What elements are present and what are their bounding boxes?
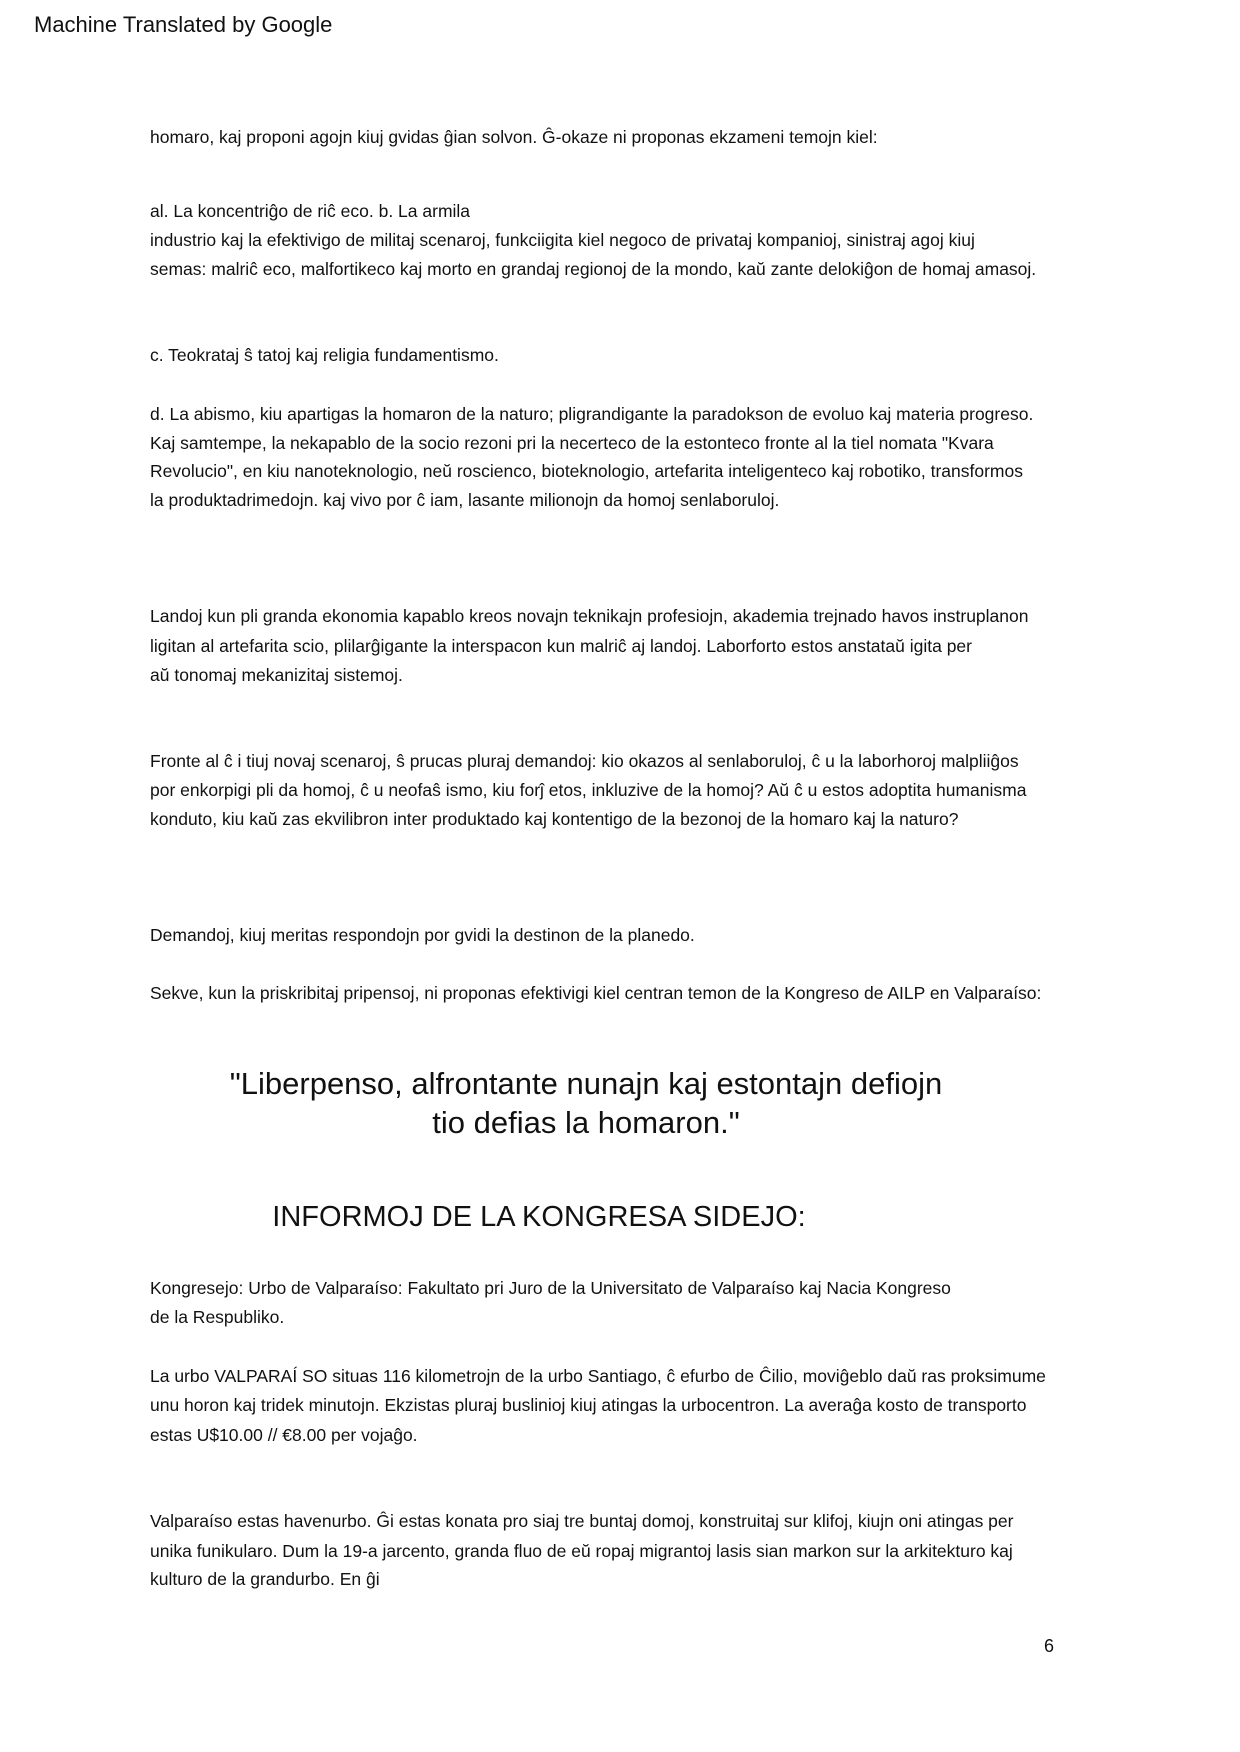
text-line: semas: malriĉ eco, malfortikeco kaj morto en grandaj regionoj de la mondo, kaŭ zante delokiĝon de homaj amasoj.: [150, 259, 1037, 279]
text-line: Sekve, kun la priskribitaj pripensoj, ni proponas efektivigi kiel centran temon de la Kongreso de AILP en Valparaíso:: [150, 983, 1042, 1003]
text-line: kulturo de la grandurbo. En ĝi: [150, 1569, 380, 1589]
machine-translation-header: Machine Translated by Google: [34, 12, 333, 37]
page-number: 6: [1044, 1636, 1055, 1656]
text-line: unu horon kaj tridek minutojn. Ekzistas pluraj buslinioj kiuj atingas la urbocentron. La averaĝa kosto de transporto: [150, 1395, 1027, 1415]
section-heading: INFORMOJ DE LA KONGRESA SIDEJO:: [272, 1201, 806, 1233]
text-line: Kaj samtempe, la nekapablo de la socio rezoni pri la necerteco de la estonteco fronte al la tiel nomata "Kvara: [150, 433, 994, 453]
text-line: Demandoj, kiuj meritas respondojn por gvidi la destinon de la planedo.: [150, 925, 695, 945]
text-line: Valparaíso estas havenurbo. Ĝi estas konata pro siaj tre buntaj domoj, konstruitaj sur klifoj, kiujn oni atingas per: [150, 1511, 1014, 1531]
text-line: Fronte al ĉ i tiuj novaj scenaroj, ŝ prucas pluraj demandoj: kio okazos al senlaboruloj, ĉ u la laborhoroj malpliiĝos: [150, 751, 1019, 771]
text-line: industrio kaj la efektivigo de militaj scenaroj, funkciigita kiel negoco de privataj kompanioj, sinistraj agoj kiuj: [150, 230, 975, 250]
text-line: konduto, kiu kaŭ zas ekvilibron inter produktado kaj kontentigo de la bezonoj de la homaro kaj la naturo?: [150, 809, 959, 829]
text-line: la produktadrimedojn. kaj vivo por ĉ iam, lasante milionojn da homoj senlaboruloj.: [150, 490, 780, 510]
text-line: aŭ tonomaj mekanizitaj sistemoj.: [150, 665, 403, 685]
text-line: Kongresejo: Urbo de Valparaíso: Fakultato pri Juro de la Universitato de Valparaíso kaj Nacia Kongreso: [150, 1278, 951, 1298]
text-line: d. La abismo, kiu apartigas la homaron de la naturo; pligrandigante la paradokson de evoluo kaj materia progreso.: [150, 404, 1034, 424]
text-line: unika funikularo. Dum la 19-a jarcento, granda fluo de eŭ ropaj migrantoj lasis sian markon sur la arkitekturo kaj: [150, 1541, 1013, 1561]
text-line: ligitan al artefarita scio, plilarĝigante la interspacon kun malriĉ aj landoj. Laborforto estos anstataŭ igita per: [150, 636, 972, 656]
quote-line: tio defias la homaron.": [432, 1105, 740, 1140]
text-line: La urbo VALPARAÍ SO situas 116 kilometrojn de la urbo Santiago, ĉ efurbo de Ĉilio, moviĝeblo daŭ ras proksimume: [150, 1366, 1046, 1386]
text-line: homaro, kaj proponi agojn kiuj gvidas ĝian solvon. Ĝ-okaze ni proponas ekzameni temojn kiel:: [150, 127, 878, 147]
text-line: al. La koncentriĝo de riĉ eco. b. La armila: [150, 201, 471, 221]
text-line: Revolucio", en kiu nanoteknologio, neŭ roscienco, bioteknologio, artefarita inteligenteco kaj robotiko, transformos: [150, 461, 1023, 481]
quote-line: "Liberpenso, alfrontante nunajn kaj estontajn defiojn: [229, 1066, 943, 1101]
text-line: estas U$10.00 // €8.00 per vojaĝo.: [150, 1425, 418, 1445]
text-line: de la Respubliko.: [150, 1307, 285, 1327]
text-line: c. Teokrataj ŝ tatoj kaj religia fundamentismo.: [150, 345, 499, 365]
text-line: Landoj kun pli granda ekonomia kapablo kreos novajn teknikajn profesiojn, akademia trejnado havos instruplanon: [150, 606, 1029, 626]
text-line: por enkorpigi pli da homoj, ĉ u neofaŝ ismo, kiu forĵ etos, inkluzive de la homoj? Aŭ ĉ u estos adoptita humanisma: [150, 780, 1027, 800]
